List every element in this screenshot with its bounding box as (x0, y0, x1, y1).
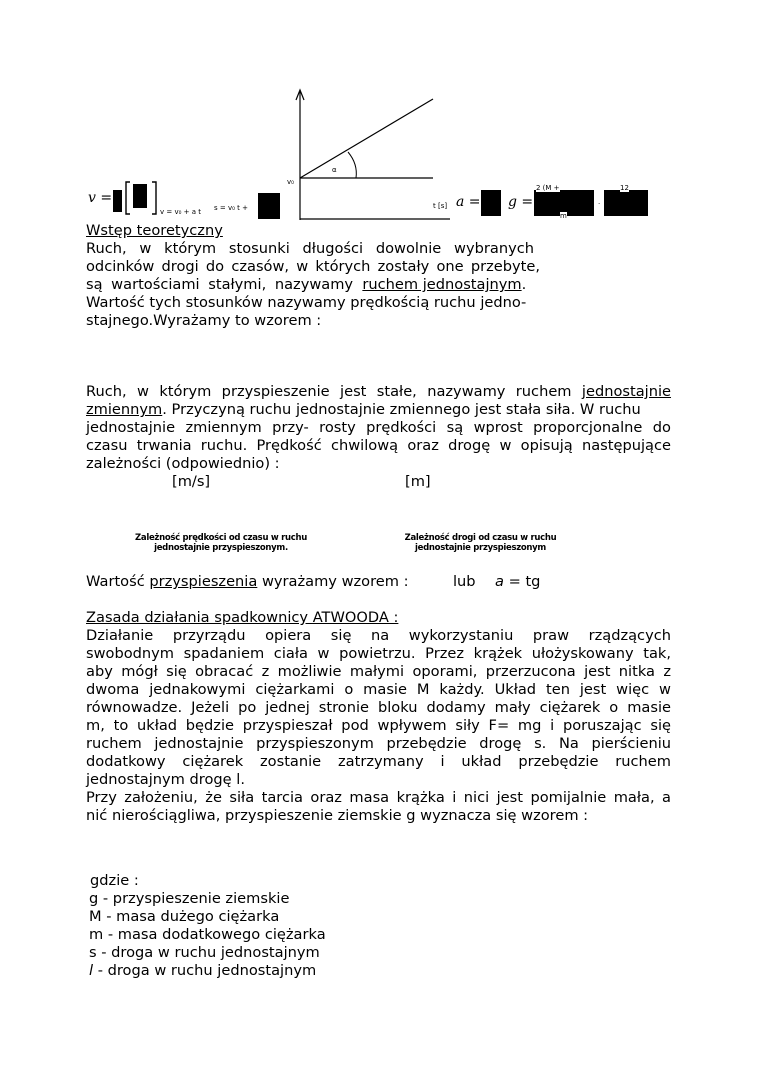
section-heading-atwood: Zasada działania spadkownicy ATWOODA : (86, 609, 399, 626)
legend-item: m - masa dodatkowego ciężarka (89, 926, 326, 943)
section-heading-intro: Wstęp teoretyczny (86, 222, 223, 239)
g-formula-fragment: 12 (620, 184, 629, 192)
legend-item: s - droga w ruchu jednostajnym (89, 944, 320, 961)
lub-text: lub (453, 573, 476, 590)
accel-formula: a = tg (495, 573, 541, 590)
paragraph-line: ruchem jednostajnie przyspieszonym przebędzie drogę s. Na pierścieniu (86, 735, 671, 752)
paragraph-line: jednostajnym drogę l. (86, 771, 245, 788)
v-formula-label: v = (88, 190, 113, 206)
paragraph-line: odcinków drogi do czasów, w których zostały one przebyte, (86, 258, 540, 275)
legend-item: g - przyspieszenie ziemskie (89, 890, 290, 907)
paragraph-line: dodatkowy ciężarek zostanie zatrzymany i układ przebędzie ruchem (86, 753, 671, 770)
paragraph-line: zmiennym. Przyczyną ruchu jednostajnie zmiennego jest stała siła. W ruchu (86, 401, 641, 418)
term-variable: zmiennym (86, 401, 163, 418)
bracket-formula (124, 178, 164, 218)
graph-y-label: v₀ (287, 178, 294, 186)
legend-title: gdzie : (90, 872, 139, 889)
paragraph-line: nić nierościągliwa, przyspieszenie ziemskie g wyznacza się wzorem : (86, 807, 589, 824)
paragraph-line: Ruch, w którym stosunki długości dowolnie wybranych (86, 240, 534, 257)
legend-list (89, 890, 326, 980)
graph-x-label: t [s] (433, 202, 448, 210)
paragraph-line: stajnego.Wyrażamy to wzorem : (86, 312, 322, 329)
paragraph-line: swobodnym spadaniem ciała w powietrzu. Przez krążek ułożyskowany tak, (86, 645, 671, 662)
formula-block (258, 193, 280, 219)
formula-block (604, 190, 648, 216)
paragraph-line: Wartość tych stosunków nazywamy prędkością ruchu jedno- (86, 294, 527, 311)
s-formula-small: s = v₀ t + (214, 204, 248, 212)
paragraph-line: Przy założeniu, że siła tarcia oraz masa krążka i nici jest pomijalnie mała, a (86, 789, 671, 806)
caption-velocity: Zależność prędkości od czasu w ruchu jednostajnie przyspieszonym. (135, 533, 307, 553)
g-formula-label: g = (508, 194, 534, 210)
paragraph-line: zależności (odpowiednio) : (86, 455, 280, 472)
formula-block (113, 190, 122, 212)
graph-angle-label: α (332, 166, 337, 174)
legend-item: l - droga w ruchu jednostajnym (89, 962, 317, 979)
paragraph-line: Ruch, w którym przyspieszenie jest stałe, nazywamy ruchem jednostajnie (86, 383, 672, 400)
term-uniformly: jednostajnie (581, 383, 672, 400)
g-formula-fragment: 2 (M + (536, 184, 560, 192)
intro-paragraph (86, 240, 556, 330)
paragraph-line: czasu trwania ruchu. Prędkość chwilową oraz drogę w opisują następujące (86, 437, 671, 454)
unit-velocity: [m/s] (172, 473, 211, 490)
g-formula-sub: m (560, 212, 567, 220)
formula-block (481, 190, 501, 216)
paragraph-line: m, to układ będzie przyspieszał pod wpływem siły F= mg i poruszając się (86, 717, 671, 734)
paragraph-line: są wartościami stałymi, nazywamy ruchem jednostajnym. (86, 276, 527, 293)
g-formula-dot: · (598, 200, 601, 208)
atwood-paragraph (86, 627, 671, 825)
paragraph-line: równowadze. Jeżeli po jednej stronie bloku dodamy mały ciężarek o masie (86, 699, 671, 716)
accelerated-motion-paragraph (86, 383, 671, 473)
paragraph-line: dwoma jednakowymi ciężarkami o masie M każdy. Układ ten jest więc w (86, 681, 671, 698)
v-formula-small: v = v₀ + a t (160, 208, 201, 216)
term-uniform-motion: ruchem jednostajnym (362, 276, 522, 293)
unit-distance: [m] (405, 473, 431, 490)
legend-item: M - masa dużego ciężarka (89, 908, 280, 925)
caption-distance: Zależność drogi od czasu w ruchu jednostajnie przyspieszonym (404, 533, 557, 553)
paragraph-line: jednostajnie zmiennym przy- rosty prędkości są wprost proporcjonalne do (86, 419, 671, 436)
paragraph-line: aby mógł się obracać z możliwie małymi oporami, przerzucona jest nitka z (86, 663, 671, 680)
a-formula-label: a = (456, 194, 481, 210)
paragraph-line: Działanie przyrządu opiera się na wykorzystaniu praw rządzących (86, 627, 671, 644)
acceleration-line: Wartość przyspieszenia wyrażamy wzorem : (86, 573, 409, 590)
term-acceleration: przyspieszenia (149, 573, 258, 590)
